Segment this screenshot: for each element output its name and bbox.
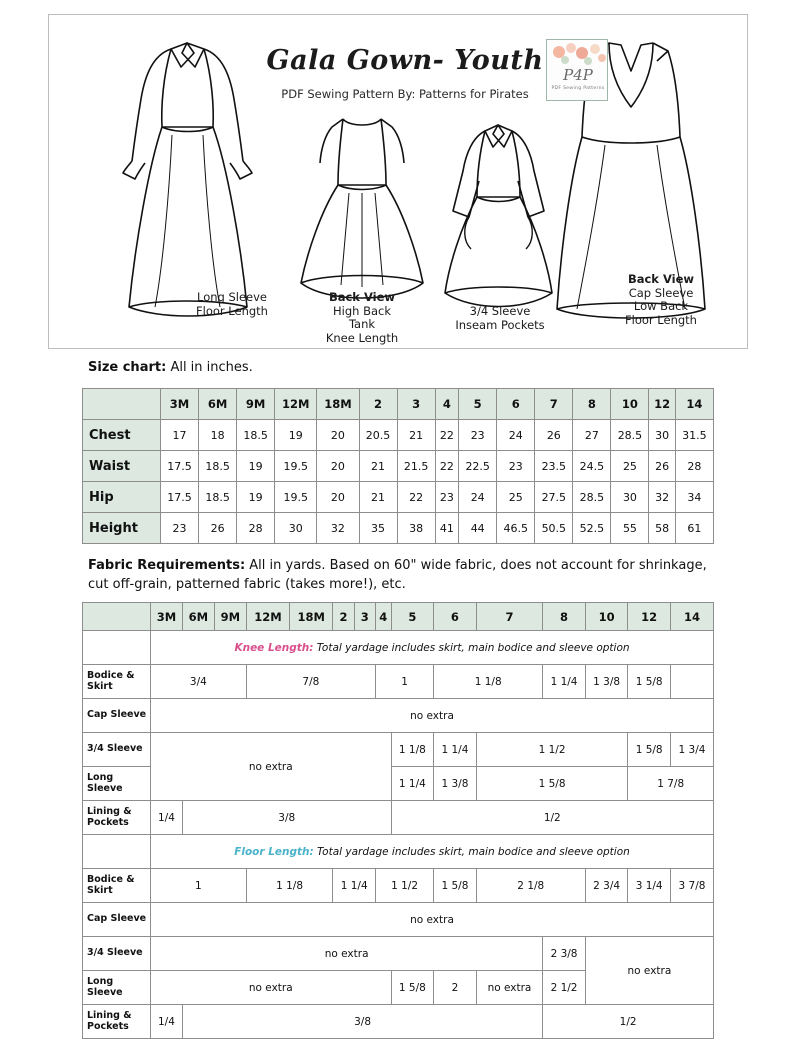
cell: 3/8 (182, 1005, 542, 1039)
brand-logo (546, 39, 608, 101)
cell: 25 (611, 451, 649, 482)
cell: 1/4 (151, 1005, 183, 1039)
cell: 1 5/8 (628, 665, 671, 699)
row-label-waist: Waist (83, 451, 161, 482)
col-10: 10 (611, 389, 649, 420)
row-label-floor-bodice-skirt: Bodice & Skirt (83, 869, 151, 903)
cell: 2 (434, 971, 477, 1005)
cell: 30 (611, 482, 649, 513)
col-5: 5 (459, 389, 497, 420)
fcol-9m: 9M (214, 603, 246, 631)
table-row (83, 451, 714, 482)
cell: 17.5 (161, 482, 199, 513)
cell: 18 (199, 420, 237, 451)
fcol-12m: 12M (246, 603, 289, 631)
cell: no extra (151, 733, 392, 801)
size-chart-table (82, 388, 714, 544)
cell: 19.5 (275, 482, 317, 513)
fcol-7: 7 (476, 603, 543, 631)
cell: 38 (397, 513, 435, 544)
cell: 1 1/2 (476, 733, 628, 767)
cell: 55 (611, 513, 649, 544)
pattern-title: Gala Gown- Youth (266, 45, 544, 76)
cell: 1 5/8 (476, 767, 628, 801)
cell: 23 (161, 513, 199, 544)
band-spacer (83, 631, 151, 665)
cell: 28 (237, 513, 275, 544)
row-label-floor-lining-pockets: Lining & Pockets (83, 1005, 151, 1039)
fabric-heading-note: All in yards. Based on 60" wide fabric, does not account for shrinkage, cut off-grain, patterned fabric (takes more!), etc. (88, 558, 707, 592)
cell: 24 (459, 482, 497, 513)
row-label-floor-cap-sleeve: Cap Sleeve (83, 903, 151, 937)
table-row (83, 801, 714, 835)
cell: 20 (317, 451, 359, 482)
table-row (83, 699, 714, 733)
cell: 61 (675, 513, 713, 544)
cell: 23.5 (535, 451, 573, 482)
cell: 3/8 (182, 801, 391, 835)
cell: 44 (459, 513, 497, 544)
caption-three-quarter-sleeve: 3/4 Sleeve Inseam Pockets (455, 304, 545, 332)
cell: 28.5 (573, 482, 611, 513)
cell: 27.5 (535, 482, 573, 513)
cell: 1 3/8 (585, 665, 628, 699)
cell: 1 3/4 (670, 733, 713, 767)
cell: 22 (435, 451, 459, 482)
cell: 1 1/8 (391, 733, 434, 767)
band-knee-length: Knee Length: Total yardage includes skirt, main bodice and sleeve option (151, 631, 714, 665)
cell: 19 (237, 482, 275, 513)
fcol-8: 8 (543, 603, 586, 631)
cell: no extra (151, 699, 714, 733)
table-row (83, 420, 714, 451)
cell: 24.5 (573, 451, 611, 482)
cell: 28 (675, 451, 713, 482)
cell: 18.5 (199, 482, 237, 513)
col-9m: 9M (237, 389, 275, 420)
cell: 24 (497, 420, 535, 451)
cell: 26 (649, 451, 675, 482)
caption-back-view-tank: Back View High Back Tank Knee Length (325, 290, 399, 345)
cell: 21 (359, 482, 397, 513)
cell: 30 (649, 420, 675, 451)
row-label-knee-lining-pockets: Lining & Pockets (83, 801, 151, 835)
fcol-5: 5 (391, 603, 434, 631)
row-label-height: Height (83, 513, 161, 544)
fcol-2: 2 (333, 603, 354, 631)
table-row (83, 937, 714, 971)
table-row (83, 835, 714, 869)
col-2: 2 (359, 389, 397, 420)
cell: 21 (397, 420, 435, 451)
cell: 20.5 (359, 420, 397, 451)
cell: 22 (435, 420, 459, 451)
cell: 1 1/4 (333, 869, 376, 903)
cell: 23 (497, 451, 535, 482)
logo-caption: PDF Sewing Patterns (551, 86, 605, 91)
cell (670, 665, 713, 699)
cell: 1/2 (391, 801, 713, 835)
cell: 28.5 (611, 420, 649, 451)
cell: no extra (476, 971, 543, 1005)
cell: 1 1/4 (543, 665, 586, 699)
fcol-6m: 6M (182, 603, 214, 631)
cell: 17 (161, 420, 199, 451)
cell: 19.5 (275, 451, 317, 482)
table-row (83, 482, 714, 513)
cell: 32 (649, 482, 675, 513)
cell: 1 (151, 869, 247, 903)
cell: 27 (573, 420, 611, 451)
cell: 26 (199, 513, 237, 544)
cell: no extra (151, 937, 543, 971)
row-label-hip: Hip (83, 482, 161, 513)
cell: 2 1/8 (476, 869, 585, 903)
cell: 26 (535, 420, 573, 451)
cell: 1 (375, 665, 433, 699)
pattern-subtitle: PDF Sewing Pattern By: Patterns for Pirates (281, 87, 529, 101)
band-floor-length: Floor Length: Total yardage includes skirt, main bodice and sleeve option (151, 835, 714, 869)
cell: 22.5 (459, 451, 497, 482)
cell: 18.5 (199, 451, 237, 482)
col-7: 7 (535, 389, 573, 420)
cell: 7/8 (246, 665, 375, 699)
fcol-10: 10 (585, 603, 628, 631)
cell: 21.5 (397, 451, 435, 482)
cell: 2 3/8 (543, 937, 586, 971)
cell: 1/2 (543, 1005, 714, 1039)
cell: 3/4 (151, 665, 247, 699)
cell: 1 1/2 (375, 869, 433, 903)
fabric-heading-label: Fabric Requirements: (88, 558, 246, 573)
col-6m: 6M (199, 389, 237, 420)
cell: 34 (675, 482, 713, 513)
col-4: 4 (435, 389, 459, 420)
cell: 19 (237, 451, 275, 482)
illustration-panel (48, 14, 748, 349)
cell: 1 5/8 (628, 733, 671, 767)
col-12m: 12M (275, 389, 317, 420)
fcol-6: 6 (434, 603, 477, 631)
cell: 30 (275, 513, 317, 544)
cell: 3 1/4 (628, 869, 671, 903)
caption-long-sleeve-floor: Long Sleeve Floor Length (196, 290, 268, 318)
cell: 3 7/8 (670, 869, 713, 903)
row-label-chest: Chest (83, 420, 161, 451)
table-row (83, 665, 714, 699)
cell: 1 1/4 (434, 733, 477, 767)
cell: no extra (151, 903, 714, 937)
size-chart-heading-label: Size chart: (88, 360, 167, 375)
size-chart-note: All in inches. (170, 360, 253, 375)
col-6: 6 (497, 389, 535, 420)
cell: 2 3/4 (585, 869, 628, 903)
table-row (83, 631, 714, 665)
cell: no extra (151, 971, 392, 1005)
size-chart-corner (83, 389, 161, 420)
cell: 32 (317, 513, 359, 544)
cell: 1 5/8 (434, 869, 477, 903)
fcol-4: 4 (375, 603, 391, 631)
band-spacer-2 (83, 835, 151, 869)
cell: 2 1/2 (543, 971, 586, 1005)
cell: 1 1/8 (246, 869, 333, 903)
row-label-knee-34-sleeve: 3/4 Sleeve (83, 733, 151, 767)
fcol-18m: 18M (290, 603, 333, 631)
fabric-requirements-table (82, 602, 714, 1039)
cell: 50.5 (535, 513, 573, 544)
table-row (83, 1005, 714, 1039)
fcol-12: 12 (628, 603, 671, 631)
cell: 31.5 (675, 420, 713, 451)
row-label-knee-long-sleeve: Long Sleeve (83, 767, 151, 801)
cell: 58 (649, 513, 675, 544)
cell: 19 (275, 420, 317, 451)
table-row (83, 903, 714, 937)
cell: 1 1/8 (434, 665, 543, 699)
cell: 35 (359, 513, 397, 544)
cell: 1 7/8 (628, 767, 714, 801)
fabric-corner (83, 603, 151, 631)
size-chart-heading (88, 360, 253, 375)
cell: 21 (359, 451, 397, 482)
table-row (83, 869, 714, 903)
caption-back-view-cap-sleeve: Back View Cap Sleeve Low Back Floor Length (625, 272, 697, 327)
cell: 22 (397, 482, 435, 513)
cell: 46.5 (497, 513, 535, 544)
cell: 20 (317, 482, 359, 513)
cell: no extra (585, 937, 713, 1005)
col-12: 12 (649, 389, 675, 420)
row-label-floor-34-sleeve: 3/4 Sleeve (83, 937, 151, 971)
cell: 1/4 (151, 801, 183, 835)
table-header-row (83, 603, 714, 631)
logo-monogram: P4P (563, 66, 593, 84)
fabric-requirements-heading (88, 556, 708, 594)
row-label-knee-cap-sleeve: Cap Sleeve (83, 699, 151, 733)
table-header-row (83, 389, 714, 420)
table-row (83, 513, 714, 544)
row-label-floor-long-sleeve: Long Sleeve (83, 971, 151, 1005)
cell: 23 (459, 420, 497, 451)
cell: 17.5 (161, 451, 199, 482)
cell: 20 (317, 420, 359, 451)
cell: 18.5 (237, 420, 275, 451)
cell: 23 (435, 482, 459, 513)
dress-illustrations (49, 15, 747, 348)
fcol-3: 3 (354, 603, 375, 631)
col-18m: 18M (317, 389, 359, 420)
row-label-knee-bodice-skirt: Bodice & Skirt (83, 665, 151, 699)
cell: 1 1/4 (391, 767, 434, 801)
cell: 1 3/8 (434, 767, 477, 801)
col-14: 14 (675, 389, 713, 420)
col-8: 8 (573, 389, 611, 420)
cell: 1 5/8 (391, 971, 434, 1005)
fcol-3m: 3M (151, 603, 183, 631)
cell: 41 (435, 513, 459, 544)
table-row (83, 733, 714, 767)
fcol-14: 14 (670, 603, 713, 631)
col-3m: 3M (161, 389, 199, 420)
cell: 52.5 (573, 513, 611, 544)
col-3: 3 (397, 389, 435, 420)
cell: 25 (497, 482, 535, 513)
